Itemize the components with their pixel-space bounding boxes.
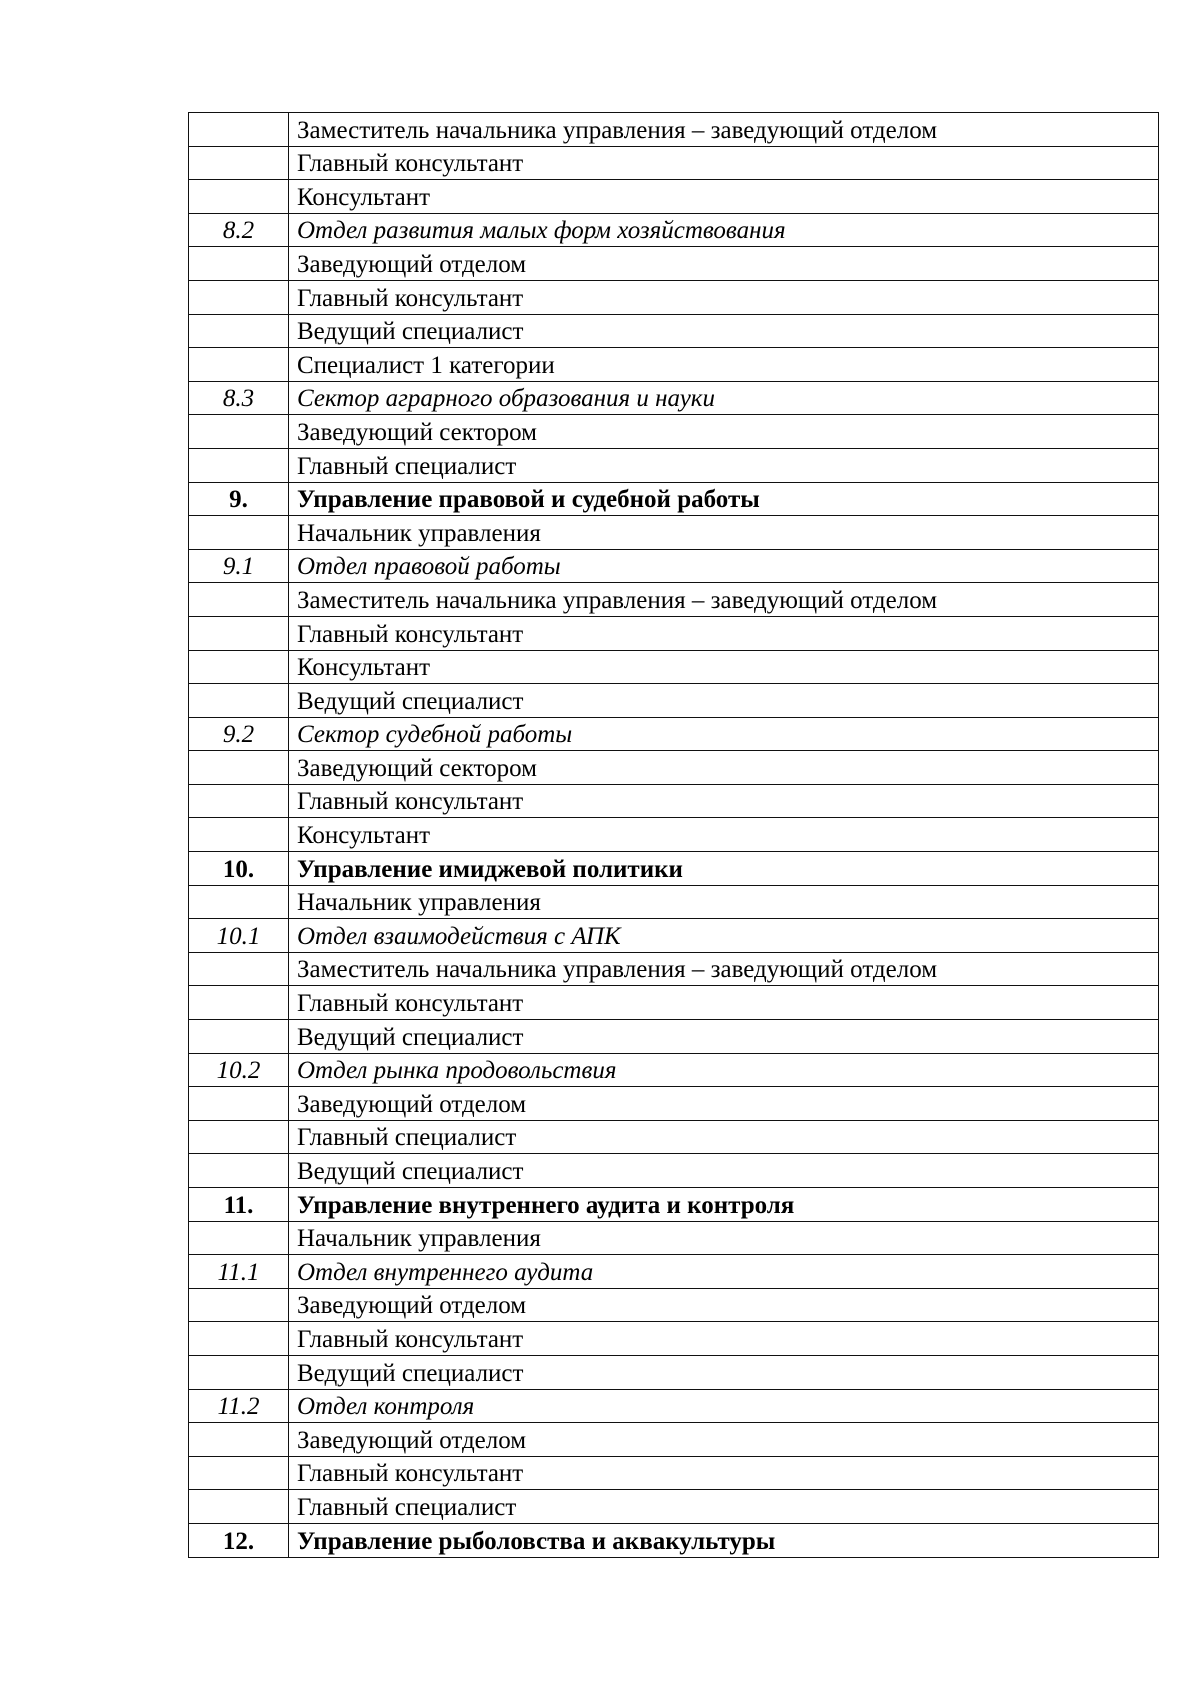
row-title: Заместитель начальника управления – заведующий отделом	[289, 583, 1159, 617]
position-row	[189, 1154, 1159, 1188]
row-number	[189, 448, 289, 482]
position-row	[189, 784, 1159, 818]
row-title: Консультант	[289, 818, 1159, 852]
row-number	[189, 1087, 289, 1121]
row-title: Ведущий специалист	[289, 314, 1159, 348]
row-number	[189, 818, 289, 852]
department-row	[189, 1053, 1159, 1087]
row-number	[189, 616, 289, 650]
row-number	[189, 280, 289, 314]
row-number	[189, 348, 289, 382]
position-row	[189, 1221, 1159, 1255]
row-number	[189, 415, 289, 449]
division-row	[189, 1523, 1159, 1557]
row-title: Заместитель начальника управления – заведующий отделом	[289, 113, 1159, 147]
position-row	[189, 314, 1159, 348]
row-title: Главный консультант	[289, 146, 1159, 180]
row-title: Заведующий отделом	[289, 1288, 1159, 1322]
row-title: Главный консультант	[289, 1456, 1159, 1490]
position-row	[189, 280, 1159, 314]
row-number	[189, 885, 289, 919]
row-title: Специалист 1 категории	[289, 348, 1159, 382]
row-number	[189, 1020, 289, 1054]
division-row	[189, 852, 1159, 886]
row-number	[189, 952, 289, 986]
row-number	[189, 1423, 289, 1457]
position-row	[189, 885, 1159, 919]
position-row	[189, 1456, 1159, 1490]
row-number: 11.1	[189, 1255, 289, 1289]
row-number	[189, 1490, 289, 1524]
row-title: Ведущий специалист	[289, 1020, 1159, 1054]
row-title: Отдел правовой работы	[289, 549, 1159, 583]
position-row	[189, 751, 1159, 785]
row-title: Консультант	[289, 180, 1159, 214]
position-row	[189, 247, 1159, 281]
row-number	[189, 113, 289, 147]
department-row	[189, 717, 1159, 751]
row-number: 11.	[189, 1188, 289, 1222]
position-row	[189, 348, 1159, 382]
row-title: Заведующий сектором	[289, 415, 1159, 449]
position-row	[189, 1087, 1159, 1121]
row-number	[189, 247, 289, 281]
row-number: 8.3	[189, 381, 289, 415]
division-row	[189, 482, 1159, 516]
position-row	[189, 616, 1159, 650]
row-number	[189, 1322, 289, 1356]
position-row	[189, 1423, 1159, 1457]
position-row	[189, 818, 1159, 852]
row-number	[189, 784, 289, 818]
row-number: 11.2	[189, 1389, 289, 1423]
row-number	[189, 1221, 289, 1255]
row-number	[189, 146, 289, 180]
position-row	[189, 952, 1159, 986]
row-title: Управление правовой и судебной работы	[289, 482, 1159, 516]
department-row	[189, 1255, 1159, 1289]
position-row	[189, 415, 1159, 449]
position-row	[189, 1288, 1159, 1322]
position-row	[189, 1322, 1159, 1356]
row-number	[189, 583, 289, 617]
row-number	[189, 1355, 289, 1389]
position-row	[189, 146, 1159, 180]
row-title: Заведующий сектором	[289, 751, 1159, 785]
row-title: Главный консультант	[289, 986, 1159, 1020]
row-title: Сектор аграрного образования и науки	[289, 381, 1159, 415]
row-title: Ведущий специалист	[289, 684, 1159, 718]
row-title: Отдел развития малых форм хозяйствования	[289, 213, 1159, 247]
row-title: Главный специалист	[289, 1490, 1159, 1524]
row-number: 9.1	[189, 549, 289, 583]
row-title: Заместитель начальника управления – заведующий отделом	[289, 952, 1159, 986]
staff-structure-table	[188, 112, 1159, 1558]
row-title: Главный консультант	[289, 616, 1159, 650]
position-row	[189, 516, 1159, 550]
row-title: Начальник управления	[289, 1221, 1159, 1255]
row-number: 10.	[189, 852, 289, 886]
row-title: Главный специалист	[289, 1120, 1159, 1154]
position-row	[189, 448, 1159, 482]
row-number: 12.	[189, 1523, 289, 1557]
row-number	[189, 1288, 289, 1322]
staff-table-body	[189, 113, 1159, 1558]
row-number	[189, 516, 289, 550]
row-title: Управление имиджевой политики	[289, 852, 1159, 886]
row-title: Главный консультант	[289, 784, 1159, 818]
position-row	[189, 113, 1159, 147]
row-number	[189, 751, 289, 785]
row-title: Отдел взаимодействия с АПК	[289, 919, 1159, 953]
row-number	[189, 1456, 289, 1490]
row-title: Главный специалист	[289, 448, 1159, 482]
row-number: 8.2	[189, 213, 289, 247]
row-number	[189, 986, 289, 1020]
department-row	[189, 1389, 1159, 1423]
row-title: Отдел контроля	[289, 1389, 1159, 1423]
position-row	[189, 1020, 1159, 1054]
row-number	[189, 1120, 289, 1154]
row-number: 10.1	[189, 919, 289, 953]
position-row	[189, 583, 1159, 617]
position-row	[189, 180, 1159, 214]
row-title: Отдел внутреннего аудита	[289, 1255, 1159, 1289]
row-number	[189, 1154, 289, 1188]
row-title: Заведующий отделом	[289, 1423, 1159, 1457]
row-number	[189, 684, 289, 718]
row-title: Заведующий отделом	[289, 1087, 1159, 1121]
row-number	[189, 180, 289, 214]
position-row	[189, 650, 1159, 684]
row-title: Заведующий отделом	[289, 247, 1159, 281]
department-row	[189, 381, 1159, 415]
department-row	[189, 213, 1159, 247]
position-row	[189, 1355, 1159, 1389]
row-number: 10.2	[189, 1053, 289, 1087]
row-number	[189, 314, 289, 348]
position-row	[189, 684, 1159, 718]
row-number	[189, 650, 289, 684]
position-row	[189, 986, 1159, 1020]
row-title: Сектор судебной работы	[289, 717, 1159, 751]
row-title: Консультант	[289, 650, 1159, 684]
row-title: Главный консультант	[289, 280, 1159, 314]
row-title: Ведущий специалист	[289, 1154, 1159, 1188]
row-number: 9.2	[189, 717, 289, 751]
division-row	[189, 1188, 1159, 1222]
position-row	[189, 1490, 1159, 1524]
row-title: Ведущий специалист	[289, 1355, 1159, 1389]
row-title: Главный консультант	[289, 1322, 1159, 1356]
department-row	[189, 549, 1159, 583]
row-title: Начальник управления	[289, 516, 1159, 550]
row-number: 9.	[189, 482, 289, 516]
department-row	[189, 919, 1159, 953]
position-row	[189, 1120, 1159, 1154]
row-title: Отдел рынка продовольствия	[289, 1053, 1159, 1087]
row-title: Управление внутреннего аудита и контроля	[289, 1188, 1159, 1222]
row-title: Начальник управления	[289, 885, 1159, 919]
row-title: Управление рыболовства и аквакультуры	[289, 1523, 1159, 1557]
